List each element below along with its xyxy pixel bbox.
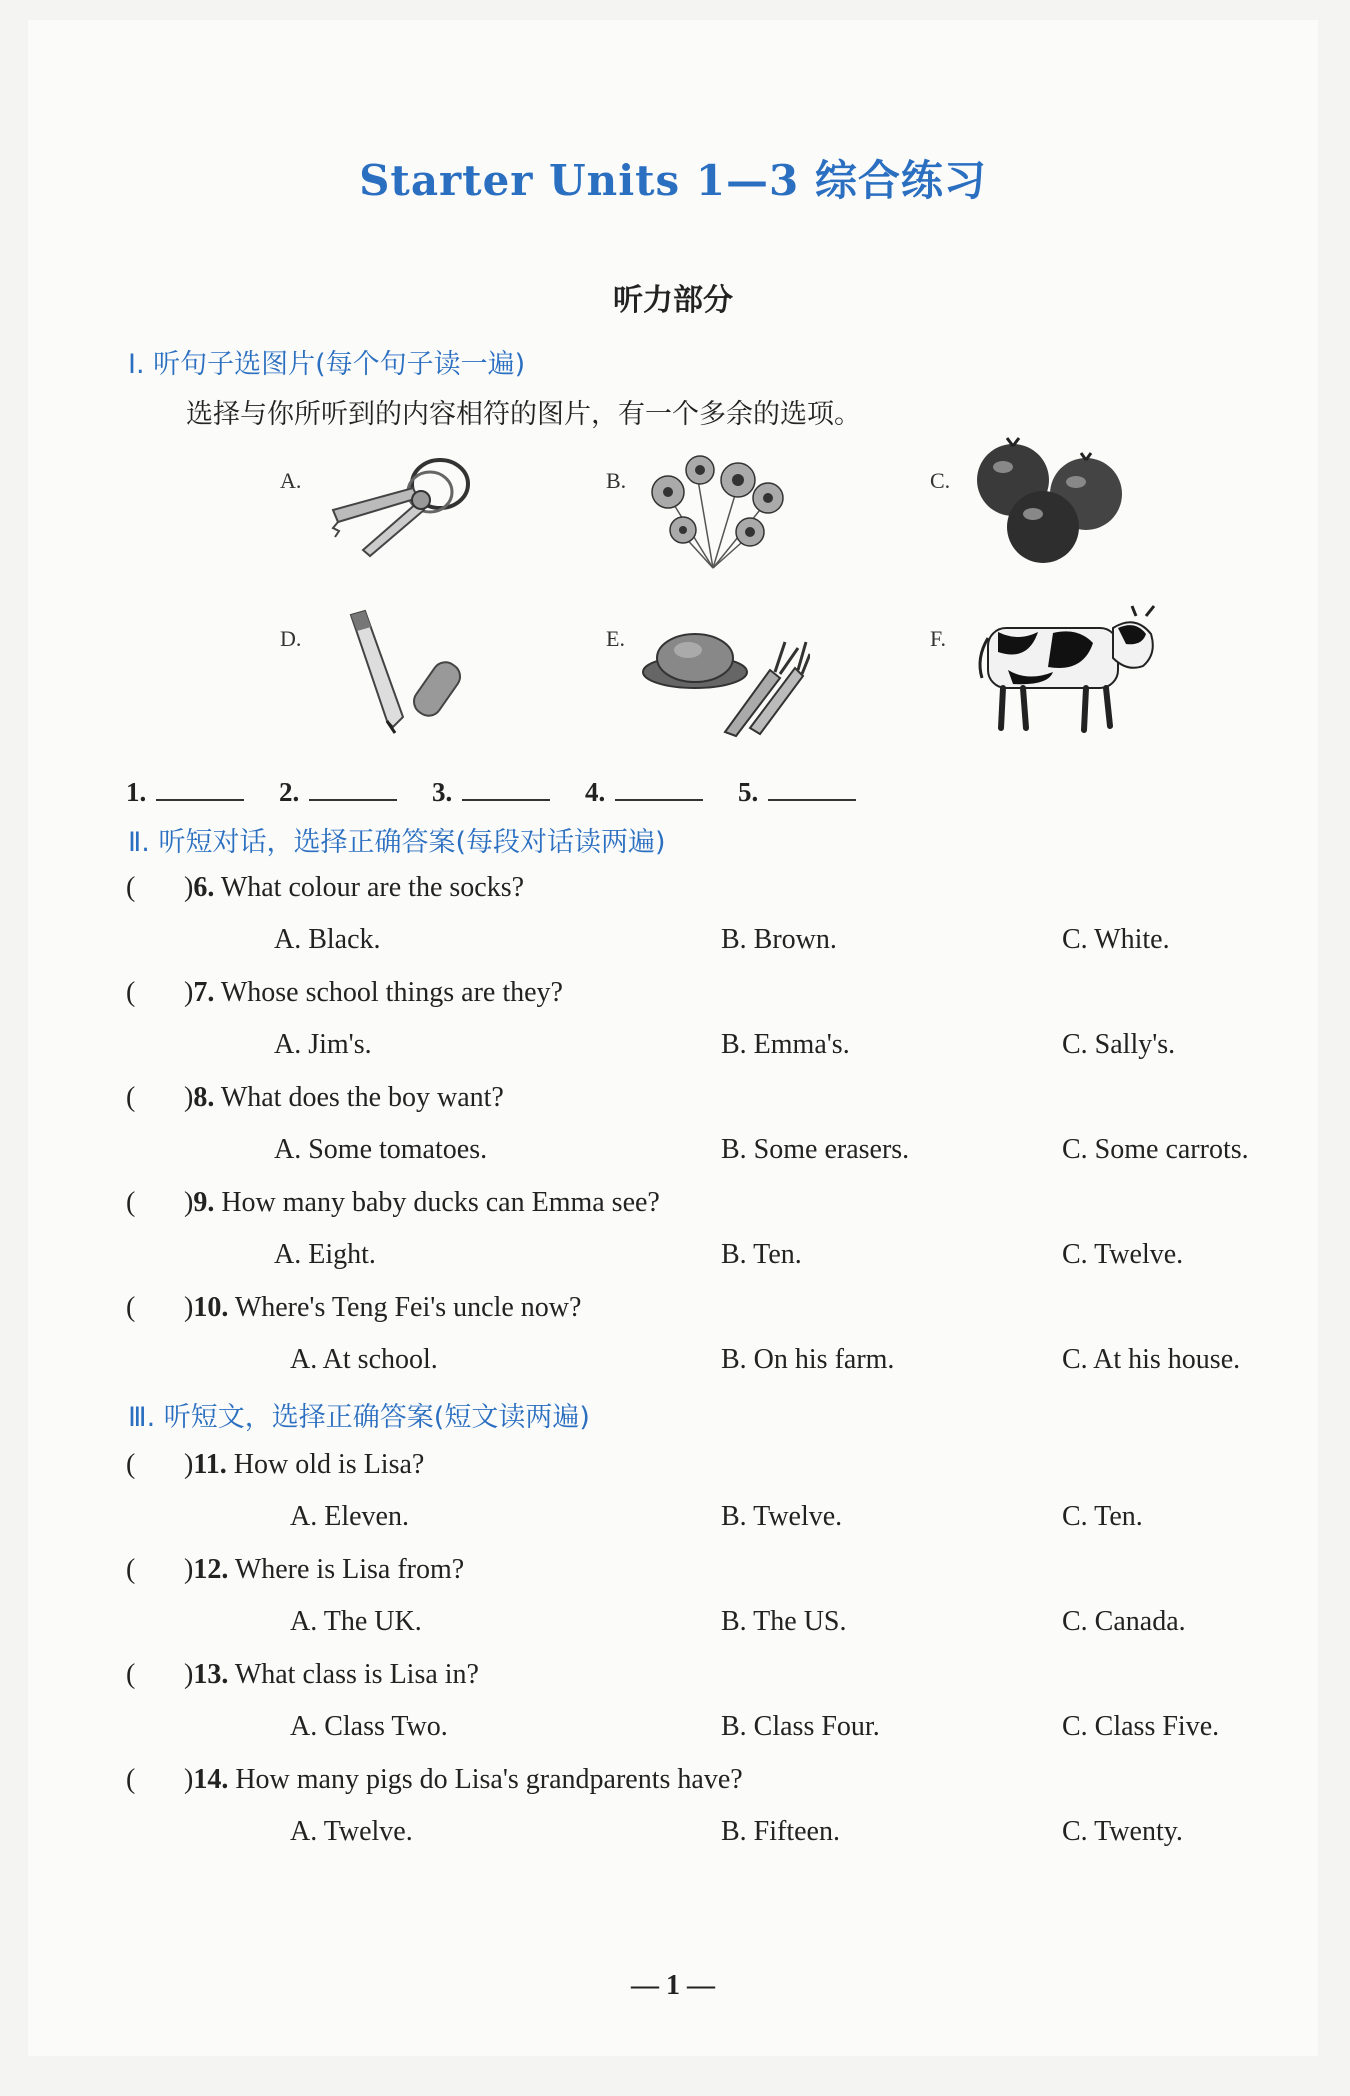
option-8a: A. Some tomatoes.	[274, 1134, 488, 1165]
page-title: Starter Units 1—3 综合练习	[359, 156, 987, 205]
chicken-carrots-icon	[640, 610, 810, 740]
option-13a: A. Class Two.	[290, 1711, 448, 1742]
option-11b: B. Twelve.	[721, 1501, 843, 1532]
option-12c: C. Canada.	[1062, 1606, 1186, 1637]
answer-blank-5[interactable]: 5.	[738, 775, 856, 808]
worksheet-page	[28, 20, 1318, 2056]
question-13: ( )13. What class is Lisa in?	[126, 1659, 479, 1690]
option-14a: A. Twelve.	[290, 1816, 413, 1847]
picture-label-f: F.	[930, 626, 946, 651]
option-14b: B. Fifteen.	[721, 1816, 840, 1847]
section-heading: 听力部分	[613, 283, 733, 318]
question-10: ( )10. Where's Teng Fei's uncle now?	[126, 1292, 582, 1323]
picture-label-e: E.	[606, 626, 625, 651]
option-12a: A. The UK.	[290, 1606, 422, 1637]
option-8c: C. Some carrots.	[1062, 1134, 1249, 1165]
part3-heading: Ⅲ. 听短文，选择正确答案(短文读两遍)	[128, 1402, 590, 1433]
question-12: ( )12. Where is Lisa from?	[126, 1554, 465, 1585]
cow-icon	[968, 598, 1158, 748]
option-9a: A. Eight.	[274, 1239, 376, 1270]
answer-blank-1[interactable]: 1.	[126, 775, 244, 808]
option-9b: B. Ten.	[721, 1239, 802, 1270]
flowers-icon	[638, 440, 788, 570]
option-6a: A. Black.	[274, 924, 381, 955]
part1-heading: Ⅰ. 听句子选图片(每个句子读一遍)	[128, 349, 526, 380]
option-11c: C. Ten.	[1062, 1501, 1143, 1532]
option-10b: B. On his farm.	[721, 1344, 895, 1375]
pen-eraser-icon	[323, 605, 473, 735]
option-13c: C. Class Five.	[1062, 1711, 1220, 1742]
picture-label-d: D.	[280, 626, 302, 651]
question-9: ( )9. How many baby ducks can Emma see?	[126, 1187, 660, 1218]
part2-heading: Ⅱ. 听短对话，选择正确答案(每段对话读两遍)	[128, 827, 666, 858]
option-10a: A. At school.	[290, 1344, 438, 1375]
option-12b: B. The US.	[721, 1606, 847, 1637]
option-7b: B. Emma's.	[721, 1029, 850, 1060]
answer-blank-3[interactable]: 3.	[432, 775, 550, 808]
part1-instruction: 选择与你所听到的内容相符的图片，有一个多余的选项。	[186, 399, 861, 430]
tomatoes-icon	[968, 432, 1128, 567]
option-14c: C. Twenty.	[1062, 1816, 1183, 1847]
option-11a: A. Eleven.	[290, 1501, 409, 1532]
option-13b: B. Class Four.	[721, 1711, 880, 1742]
question-6: ( )6. What colour are the socks?	[126, 872, 525, 903]
option-7a: A. Jim's.	[274, 1029, 372, 1060]
answer-blank-2[interactable]: 2.	[279, 775, 397, 808]
option-6c: C. White.	[1062, 924, 1170, 955]
option-9c: C. Twelve.	[1062, 1239, 1184, 1270]
question-8: ( )8. What does the boy want?	[126, 1082, 504, 1113]
picture-label-b: B.	[606, 468, 627, 493]
picture-label-c: C.	[930, 468, 951, 493]
answer-blank-4[interactable]: 4.	[585, 775, 703, 808]
option-6b: B. Brown.	[721, 924, 837, 955]
option-8b: B. Some erasers.	[721, 1134, 910, 1165]
page-number: — 1 —	[631, 1970, 715, 2001]
picture-label-a: A.	[280, 468, 302, 493]
option-7c: C. Sally's.	[1062, 1029, 1176, 1060]
option-10c: C. At his house.	[1062, 1344, 1241, 1375]
question-7: ( )7. Whose school things are they?	[126, 977, 563, 1008]
question-11: ( )11. How old is Lisa?	[126, 1449, 425, 1480]
keys-icon	[318, 440, 478, 560]
question-14: ( )14. How many pigs do Lisa's grandparents have?	[126, 1764, 743, 1795]
